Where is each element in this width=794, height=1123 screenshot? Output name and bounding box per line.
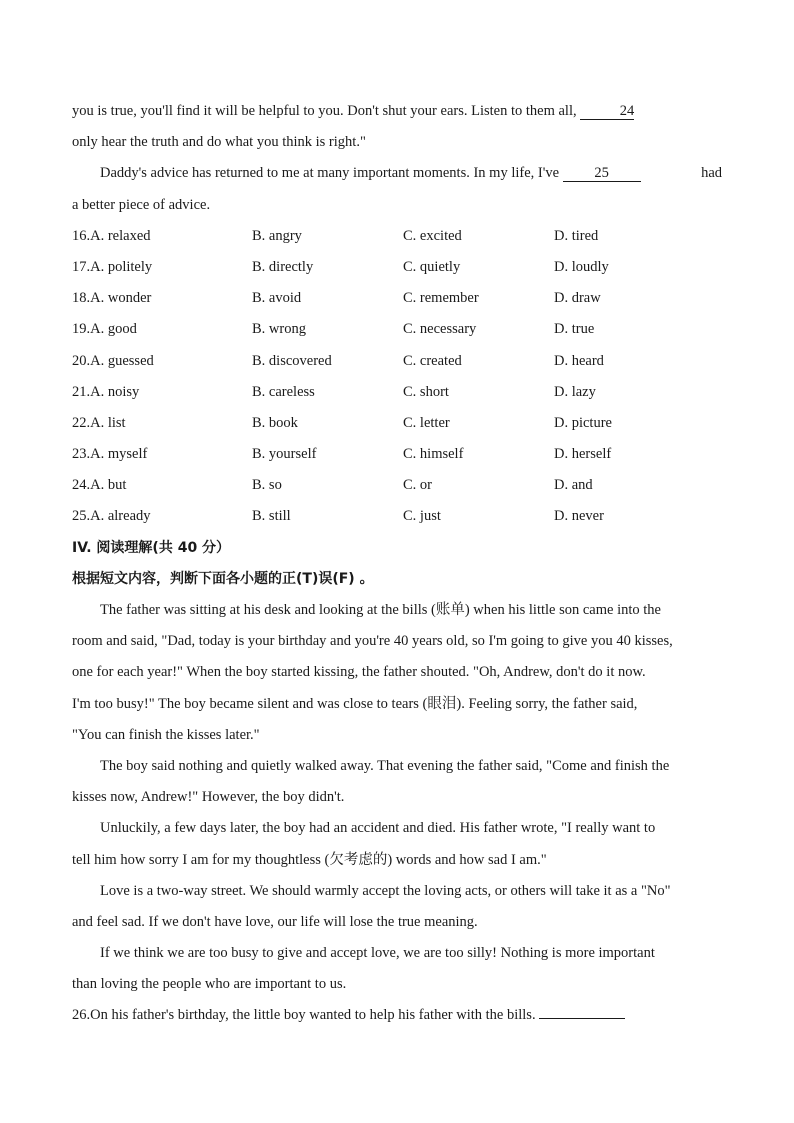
passage-line: a better piece of advice. — [72, 196, 211, 213]
reading-line: Love is a two-way street. We should warmly accept the loving acts, or others will take it as a "No" — [100, 882, 671, 899]
options-list — [72, 221, 722, 533]
option-b[interactable]: B. avoid — [252, 290, 302, 307]
passage-line — [72, 96, 722, 127]
option-c[interactable]: C. remember — [403, 290, 479, 307]
option-d[interactable]: D. true — [554, 321, 595, 338]
option-a[interactable]: 18.A. wonder — [72, 290, 152, 307]
option-b[interactable]: B. discovered — [252, 352, 332, 369]
blank-25[interactable]: 25 — [563, 165, 641, 182]
option-b[interactable]: B. wrong — [252, 321, 306, 338]
passage-text: you is true, you'll find it will be helpful to you. Don't shut your ears. Listen to them all, — [72, 103, 577, 119]
passage-text: had — [701, 165, 722, 182]
option-c[interactable]: C. letter — [403, 414, 450, 431]
option-c[interactable]: C. just — [403, 508, 441, 525]
blank-24[interactable]: 24 — [580, 103, 634, 120]
option-a[interactable]: 21.A. noisy — [72, 383, 140, 400]
option-row — [72, 346, 722, 377]
document-page — [72, 96, 722, 1032]
reading-line: than loving the people who are important to us. — [72, 976, 347, 993]
option-d[interactable]: D. picture — [554, 414, 612, 431]
option-a[interactable]: 25.A. already — [72, 508, 151, 525]
passage-line — [72, 158, 722, 189]
option-b[interactable]: B. directly — [252, 258, 314, 275]
option-row — [72, 439, 722, 470]
option-row — [72, 252, 722, 283]
reading-line: If we think we are too busy to give and accept love, we are too silly! Nothing is more important — [100, 945, 655, 962]
option-d[interactable]: D. lazy — [554, 383, 596, 400]
reading-line: room and said, "Dad, today is your birthday and you're 40 years old, so I'm going to give you 40 kisses, — [72, 633, 673, 650]
passage-text: Daddy's advice has returned to me at many important moments. In my life, I've — [100, 165, 560, 182]
option-c[interactable]: C. short — [403, 383, 449, 400]
option-row — [72, 408, 722, 439]
reading-line: tell him how sorry I am for my thoughtless (欠考虑的) words and how sad I am." — [72, 851, 547, 868]
passage-line: only hear the truth and do what you think is right." — [72, 134, 366, 151]
option-d[interactable]: D. herself — [554, 446, 612, 463]
option-a[interactable]: 16.A. relaxed — [72, 227, 151, 244]
reading-passage — [72, 595, 722, 1000]
question-26 — [72, 1000, 722, 1031]
reading-line: Unluckily, a few days later, the boy had an accident and died. His father wrote, "I really want to — [100, 820, 656, 837]
reading-line: I'm too busy!" The boy became silent and was close to tears (眼泪). Feeling sorry, the father said, — [72, 695, 638, 712]
option-a[interactable]: 23.A. myself — [72, 446, 148, 463]
option-d[interactable]: D. tired — [554, 227, 599, 244]
reading-line: one for each year!" When the boy started kissing, the father shouted. "Oh, Andrew, don't do it now. — [72, 664, 646, 681]
option-row — [72, 470, 722, 501]
section-title: IV. 阅读理解(共 40 分） — [72, 539, 231, 556]
option-b[interactable]: B. still — [252, 508, 291, 525]
option-d[interactable]: D. loudly — [554, 258, 609, 275]
option-b[interactable]: B. angry — [252, 227, 302, 244]
option-c[interactable]: C. himself — [403, 446, 464, 463]
option-a[interactable]: 19.A. good — [72, 321, 137, 338]
option-c[interactable]: C. excited — [403, 227, 462, 244]
option-row — [72, 314, 722, 345]
reading-line: "You can finish the kisses later." — [72, 726, 260, 743]
reading-line: The father was sitting at his desk and looking at the bills (账单) when his little son came into the — [100, 602, 661, 618]
option-row — [72, 501, 722, 532]
answer-blank-26[interactable] — [539, 1002, 625, 1019]
option-c[interactable]: C. quietly — [403, 258, 461, 275]
reading-line: The boy said nothing and quietly walked away. That evening the father said, "Come and finish the — [100, 757, 670, 774]
question-text: 26.On his father's birthday, the little boy wanted to help his father with the bills. — [72, 1007, 536, 1024]
option-c[interactable]: C. created — [403, 352, 462, 369]
option-a[interactable]: 24.A. but — [72, 477, 127, 494]
reading-line: kisses now, Andrew!" However, the boy didn't. — [72, 789, 345, 806]
option-d[interactable]: D. heard — [554, 352, 604, 369]
option-d[interactable]: D. and — [554, 477, 593, 494]
option-d[interactable]: D. never — [554, 508, 604, 525]
option-a[interactable]: 22.A. list — [72, 414, 126, 431]
section-instruction: 根据短文内容，判断下面各小题的正(T)误(F) 。 — [72, 570, 374, 587]
option-b[interactable]: B. so — [252, 477, 282, 494]
option-row — [72, 377, 722, 408]
option-b[interactable]: B. careless — [252, 383, 315, 400]
option-a[interactable]: 17.A. politely — [72, 258, 153, 275]
option-c[interactable]: C. necessary — [403, 321, 477, 338]
reading-line: and feel sad. If we don't have love, our life will lose the true meaning. — [72, 913, 478, 930]
option-d[interactable]: D. draw — [554, 290, 601, 307]
option-row — [72, 283, 722, 314]
option-b[interactable]: B. yourself — [252, 446, 317, 463]
option-row — [72, 221, 722, 252]
option-c[interactable]: C. or — [403, 477, 432, 494]
option-b[interactable]: B. book — [252, 414, 298, 431]
option-a[interactable]: 20.A. guessed — [72, 352, 154, 369]
